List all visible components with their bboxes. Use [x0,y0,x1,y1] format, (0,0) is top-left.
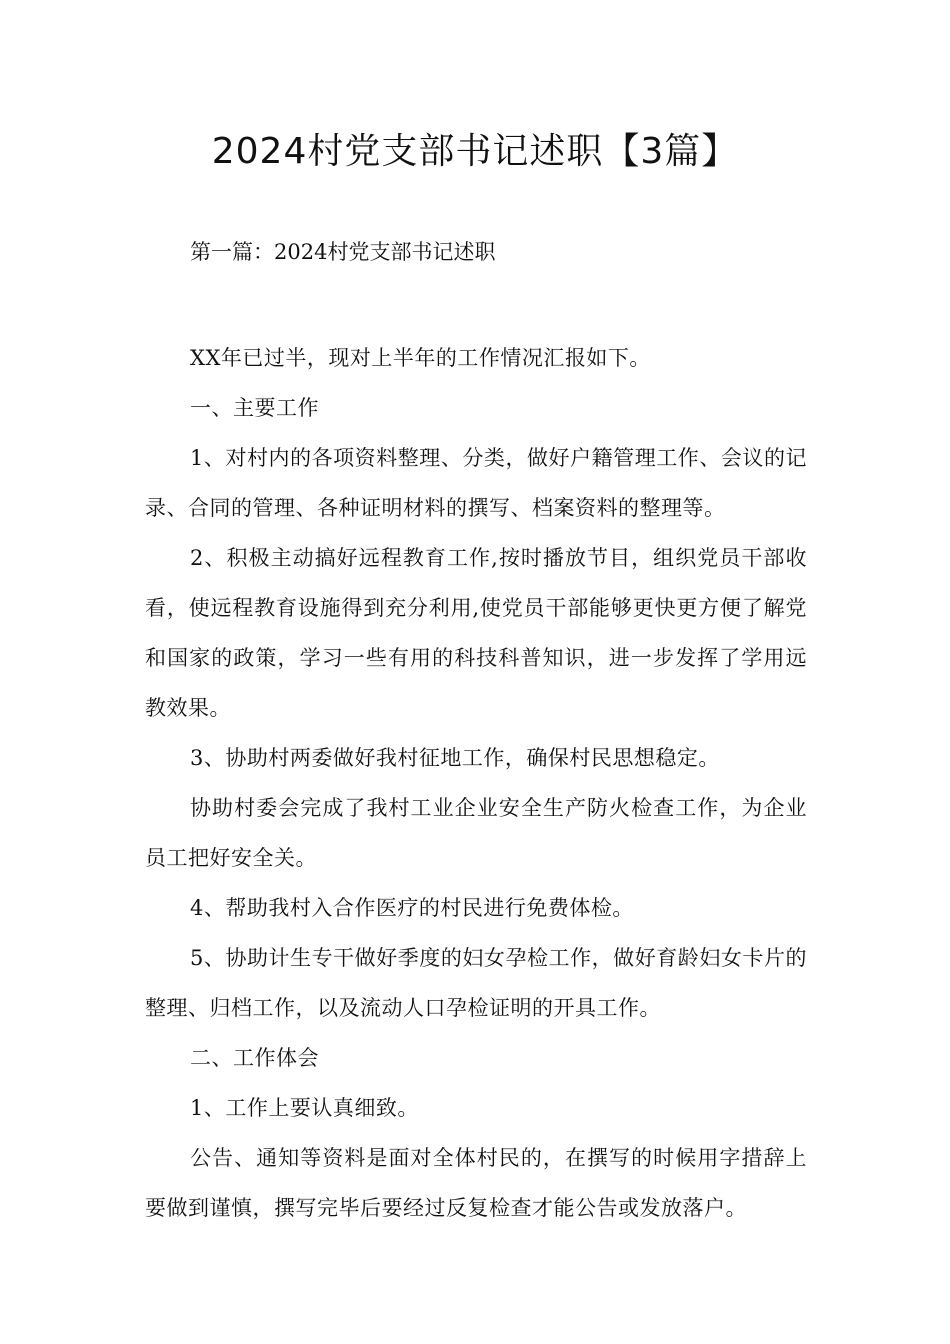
paragraph: XX年已过半，现对上半年的工作情况汇报如下。 [190,346,651,370]
paragraph: 2、积极主动搞好远程教育工作,按时播放节目，组织党员干部收看，使远程教育设施得到充分利用,使党员干部能够更快更方便了解党和国家的政策，学习一些有用的科技科普知识，进一步发挥了学用远教效果。 [145,546,807,720]
paragraph: 5、协助计生专干做好季度的妇女孕检工作，做好育龄妇女卡片的整理、归档工作，以及流动人口孕检证明的开具工作。 [145,946,807,1020]
document-body [145,333,807,1233]
paragraph: 协助村委会完成了我村工业企业安全生产防火检查工作，为企业员工把好安全关。 [145,796,807,870]
section-heading: 一、主要工作 [190,396,319,420]
section-heading: 二、工作体会 [190,1046,319,1070]
section-subtitle: 第一篇：2024村党支部书记述职 [190,240,496,264]
document-title: 2024村党支部书记述职【3篇】 [211,131,739,172]
paragraph: 3、协助村两委做好我村征地工作，确保村民思想稳定。 [190,746,720,770]
paragraph: 4、帮助我村入合作医疗的村民进行免费体检。 [190,896,634,920]
paragraph: 1、对村内的各项资料整理、分类，做好户籍管理工作、会议的记录、合同的管理、各种证明材料的撰写、档案资料的整理等。 [145,446,807,520]
paragraph: 公告、通知等资料是面对全体村民的，在撰写的时候用字措辞上要做到谨慎，撰写完毕后要经过反复检查才能公告或发放落户。 [145,1146,807,1220]
paragraph: 1、工作上要认真细致。 [190,1096,419,1120]
